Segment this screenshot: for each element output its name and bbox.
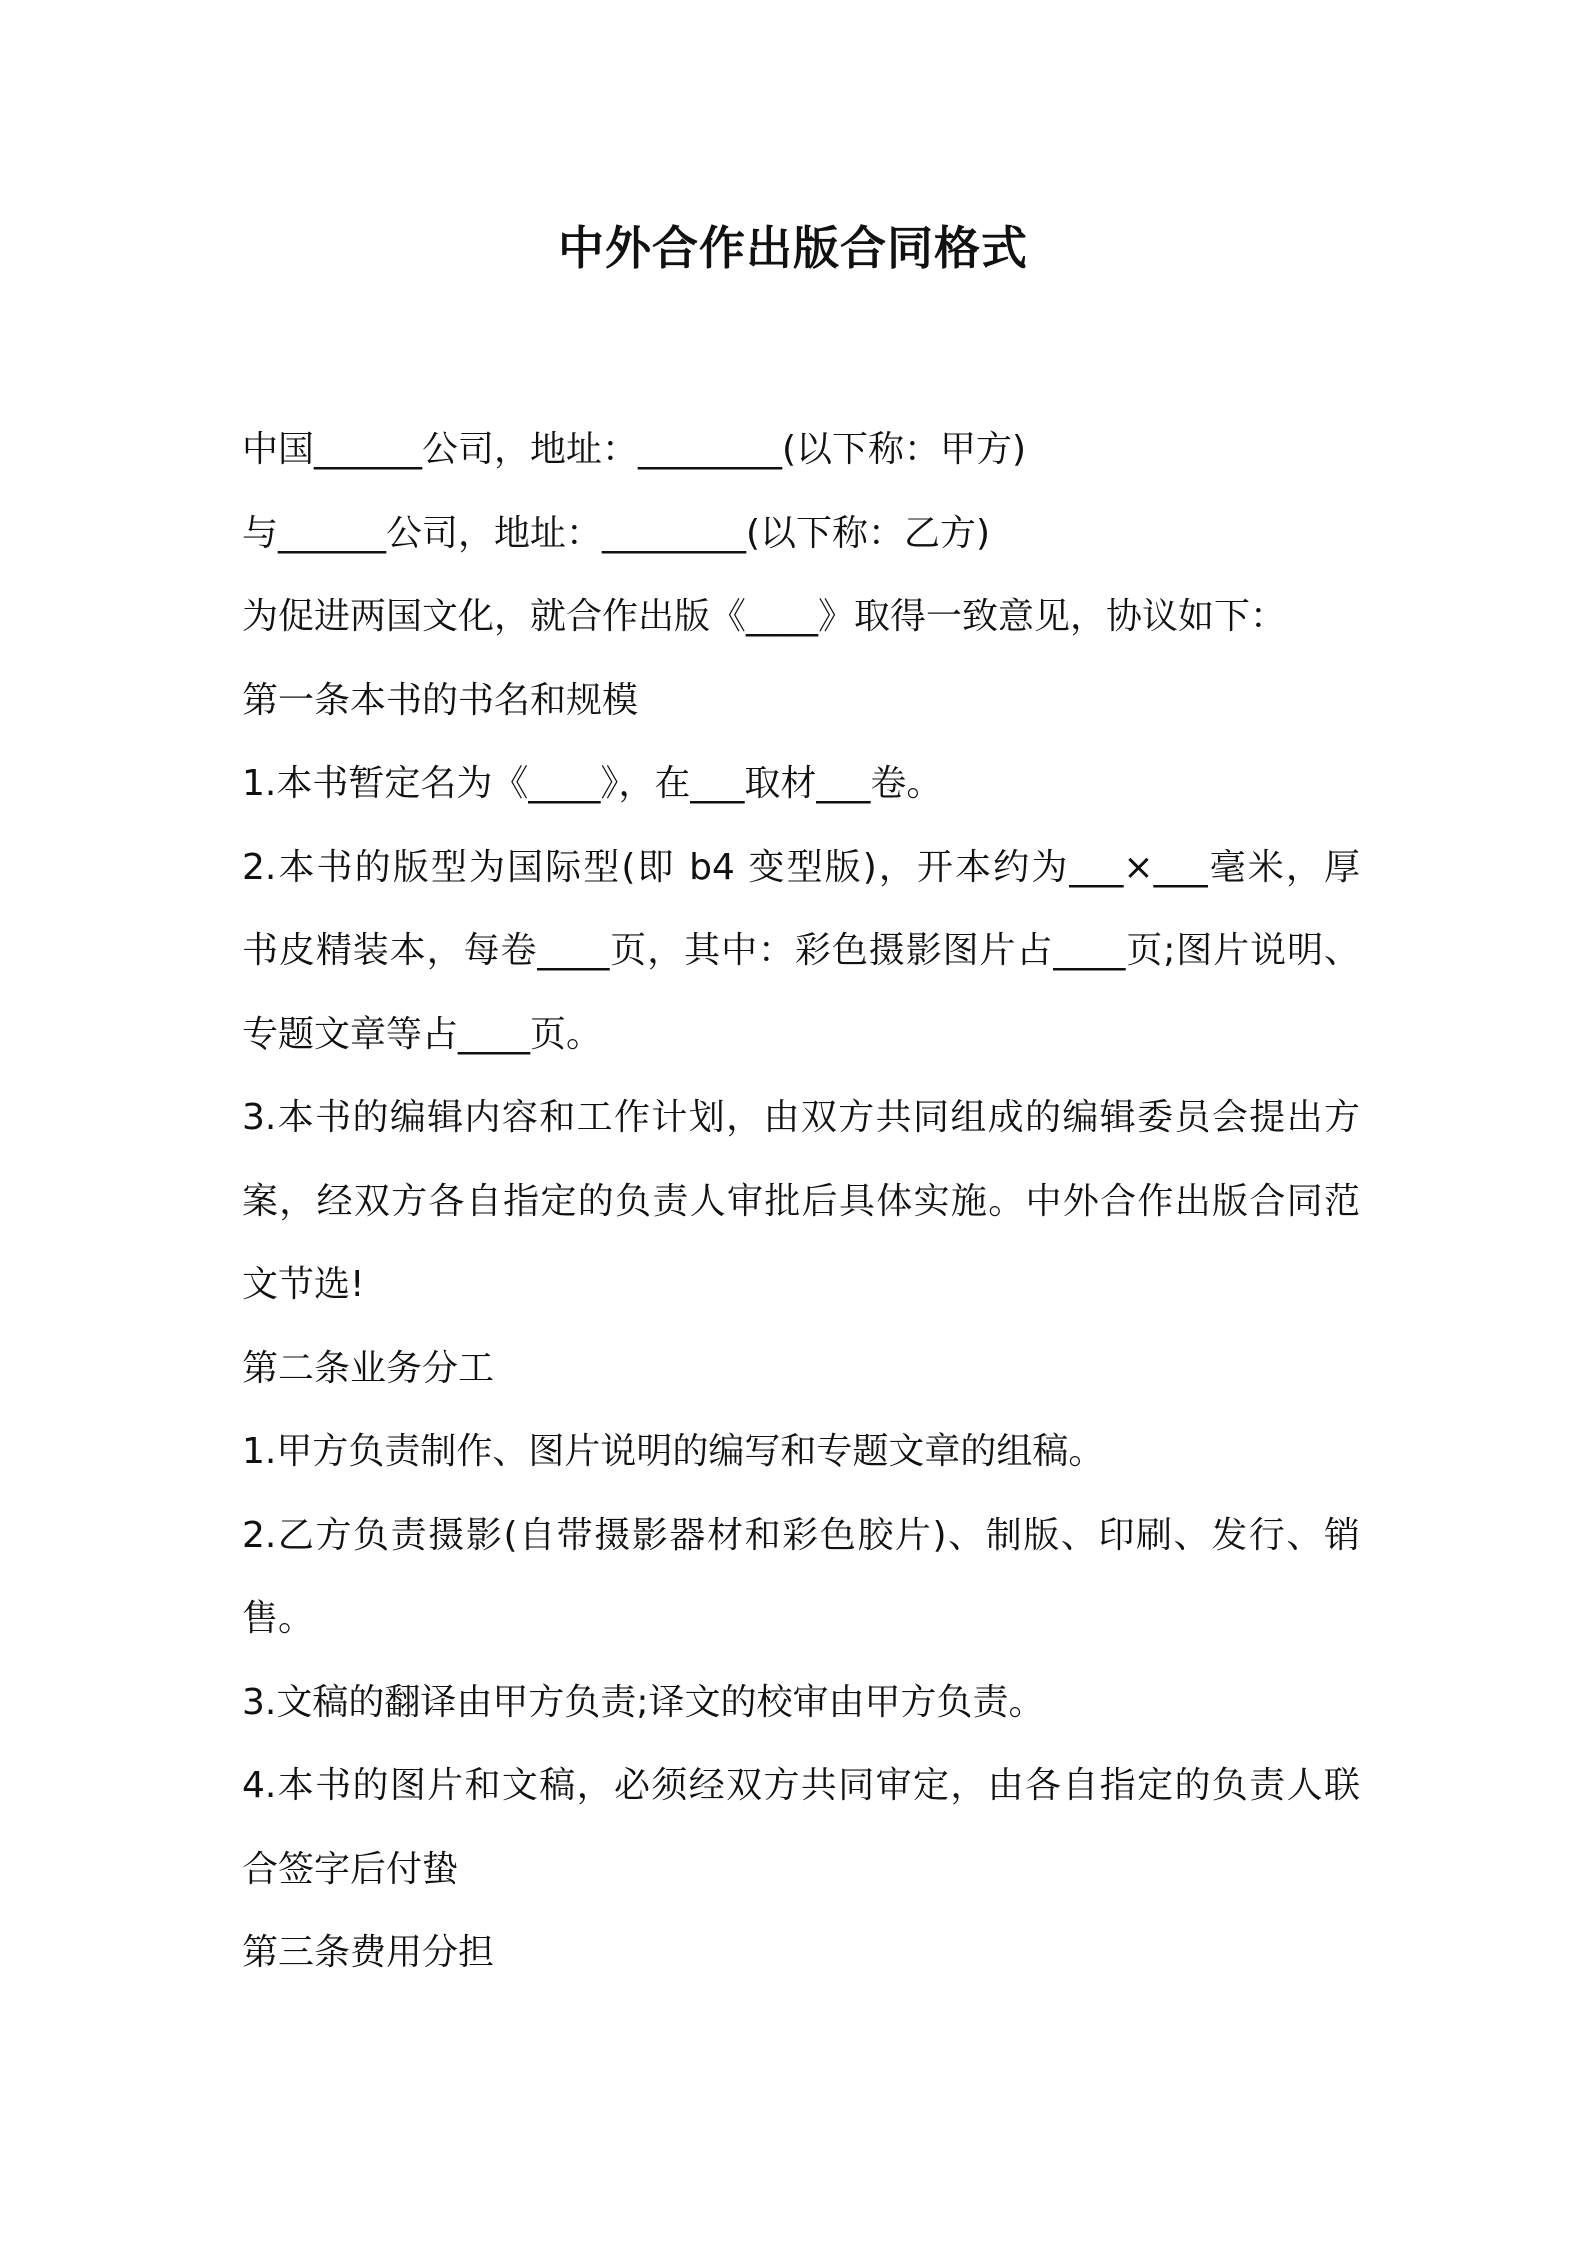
article-1-clause-3-line-2: 案，经双方各自指定的负责人审批后具体实施。中外合作出版合同范 [242, 1180, 1360, 1222]
article-2-clause-4-line-1: 4.本书的图片和文稿，必须经双方共同审定，由各自指定的负责人联 [242, 1765, 1360, 1806]
article-1-clause-3-line-1: 3.本书的编辑内容和工作计划，由双方共同组成的编辑委员会提出方 [242, 1097, 1360, 1138]
article-3-heading: 第三条费用分担 [242, 1932, 495, 1973]
document-body [242, 408, 1360, 1995]
article-2-heading: 第二条业务分工 [242, 1347, 495, 1389]
article-1-clause-2-line-2: 书皮精装本，每卷____页，其中：彩色摄影图片占____页;图片说明、 [242, 930, 1360, 971]
article-1-clause-2-line-3: 专题文章等占____页。 [242, 1013, 603, 1055]
article-1-clause-1: 1.本书暂定名为《____》，在___取材___卷。 [242, 763, 943, 804]
article-1-clause-2-line-1: 2.本书的版型为国际型(即 b4 变型版)，开本约为___×___毫米，厚 [242, 846, 1360, 888]
party-b-line: 与______公司，地址：________(以下称：乙方) [242, 512, 991, 554]
article-1-clause-3-line-3: 文节选! [242, 1264, 365, 1305]
article-2-clause-3: 3.文稿的翻译由甲方负责;译文的校审由甲方负责。 [242, 1681, 1045, 1723]
document-title: 中外合作出版合同格式 [558, 221, 1028, 275]
article-2-clause-4-line-2: 合签字后付蛰 [242, 1848, 459, 1890]
article-2-clause-2-line-2: 售。 [242, 1598, 315, 1639]
party-a-line: 中国______公司，地址：________(以下称：甲方) [242, 429, 1027, 470]
article-1-heading: 第一条本书的书名和规模 [242, 679, 639, 721]
preamble-line: 为促进两国文化，就合作出版《____》取得一致意见，协议如下： [242, 596, 1287, 637]
article-2-clause-2-line-1: 2.乙方负责摄影(自带摄影器材和彩色胶片)、制版、印刷、发行、销 [242, 1514, 1360, 1556]
article-2-clause-1: 1.甲方负责制作、图片说明的编写和专题文章的组稿。 [242, 1431, 1105, 1472]
